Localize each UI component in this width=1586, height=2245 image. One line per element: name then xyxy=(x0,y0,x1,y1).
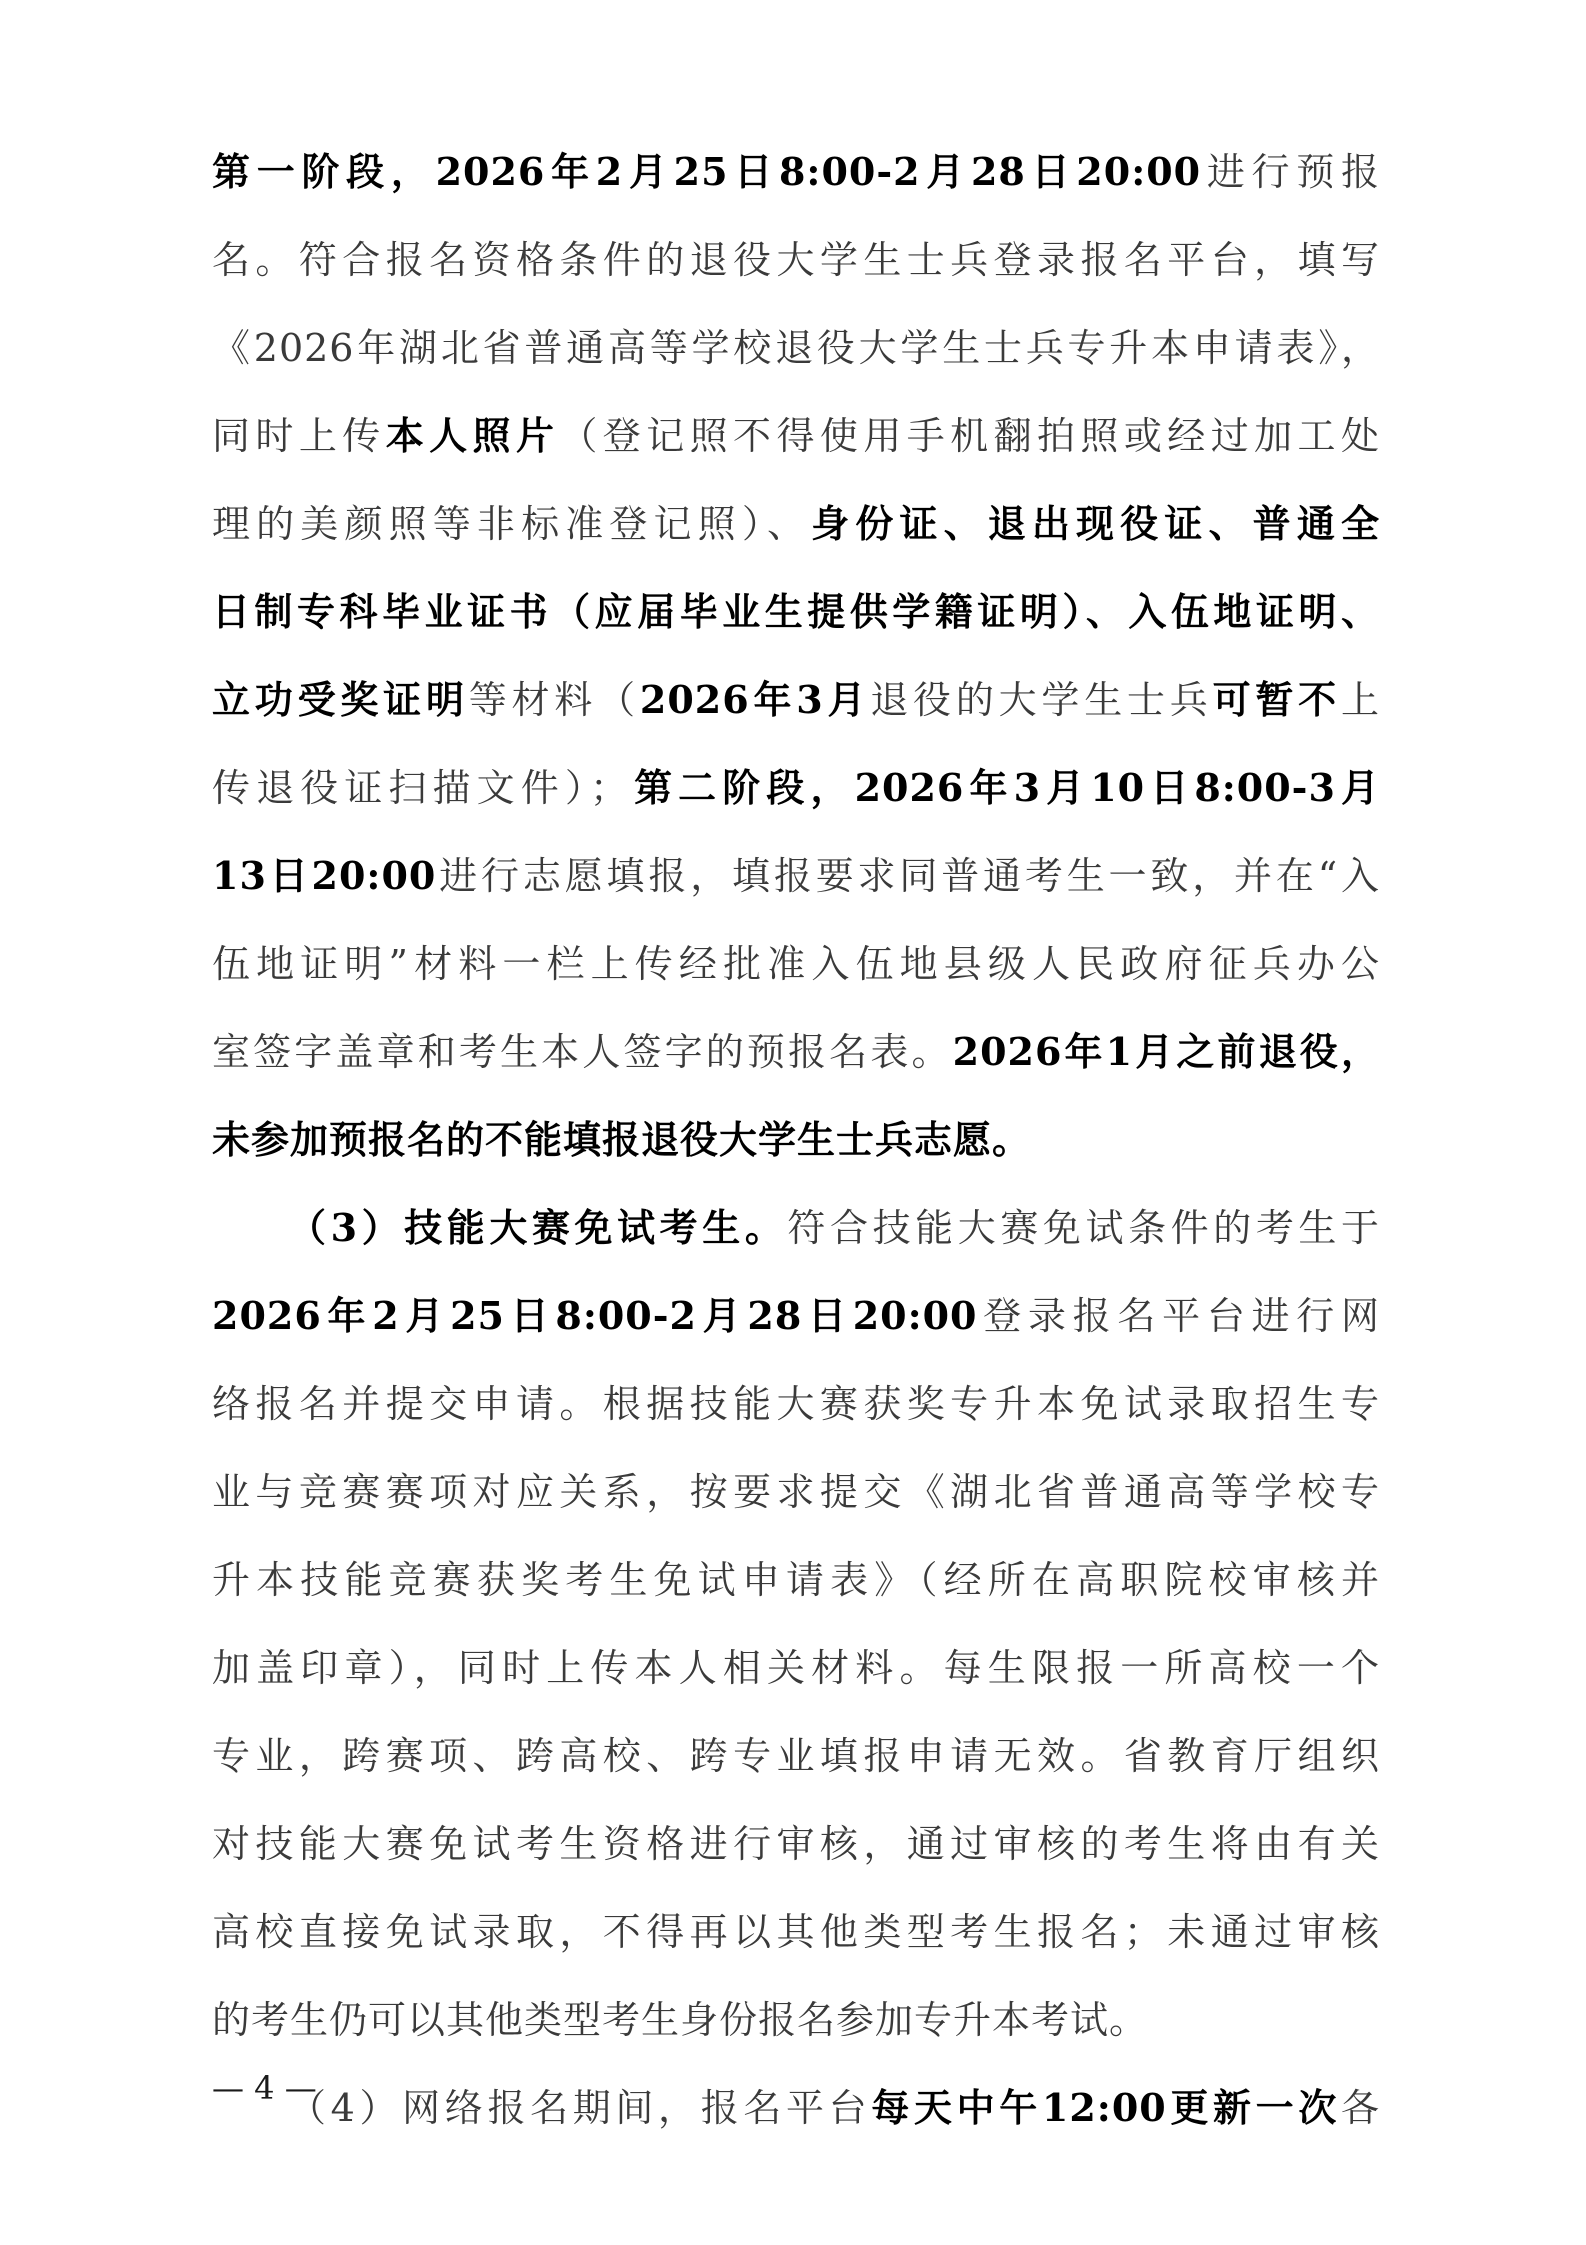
text-segment: 《2026年湖北省普通高等学校退役大学生士兵专升本申请表》， xyxy=(212,326,1380,370)
text-line xyxy=(212,216,1380,304)
text-line xyxy=(212,1008,1380,1096)
bold-text-segment: 13日20:00 xyxy=(212,853,437,898)
text-segment: 符合技能大赛免试条件的考生于 xyxy=(787,1206,1380,1250)
text-segment: 的考生仍可以其他类型考生身份报名参加专升本考试。 xyxy=(212,1998,1149,2042)
bold-text-segment: （3）技能大赛免试考生。 xyxy=(288,1205,788,1250)
bold-text-segment: 第二阶段，2026年3月10日8:00-3月 xyxy=(628,765,1380,810)
text-segment: 室签字盖章和考生本人签字的预报名表。 xyxy=(212,1030,953,1074)
text-line xyxy=(212,1624,1380,1712)
text-line xyxy=(212,304,1380,392)
text-segment: （登记照不得使用手机翻拍照或经过加工处 xyxy=(559,414,1380,458)
text-line xyxy=(212,1448,1380,1536)
bold-text-segment: 第一阶段，2026年2月25日8:00-2月28日20:00 xyxy=(212,149,1202,194)
text-line xyxy=(212,392,1380,480)
text-line xyxy=(212,1096,1380,1184)
bold-text-segment: 2026年2月25日8:00-2月28日20:00 xyxy=(212,1293,978,1338)
text-segment: 进行预报 xyxy=(1201,150,1380,194)
text-line xyxy=(212,2064,1380,2152)
text-line xyxy=(212,744,1380,832)
text-segment: 上 xyxy=(1340,678,1380,722)
text-segment: 传退役证扫描文件）； xyxy=(212,766,629,810)
text-line xyxy=(212,1184,1380,1272)
text-line xyxy=(212,568,1380,656)
text-line xyxy=(212,1360,1380,1448)
bold-text-segment: 2026年3月 xyxy=(639,677,871,722)
text-segment: 升本技能竞赛获奖考生免试申请表》（经所在高职院校审核并 xyxy=(212,1558,1380,1602)
bold-text-segment: 2026年1月之前退役， xyxy=(952,1029,1380,1074)
text-line xyxy=(212,480,1380,568)
text-segment: 专业，跨赛项、跨高校、跨专业填报申请无效。省教育厅组织 xyxy=(212,1734,1380,1778)
bold-text-segment: 日制专科毕业证书（应届毕业生提供学籍证明）、入伍地证明、 xyxy=(212,589,1380,634)
text-segment: 等材料（ xyxy=(468,678,640,722)
bold-text-segment: 可暂不 xyxy=(1212,677,1341,722)
text-line xyxy=(212,1888,1380,1976)
text-line xyxy=(212,1712,1380,1800)
bold-text-segment: 身份证、退出现役证、普通全 xyxy=(811,501,1380,546)
text-segment: 理的美颜照等非标准登记照）、 xyxy=(212,502,812,546)
bold-text-segment: 本人照片 xyxy=(385,413,560,458)
text-segment: 加盖印章），同时上传本人相关材料。每生限报一所高校一个 xyxy=(212,1646,1380,1690)
bold-text-segment: 每天中午12:00更新一次 xyxy=(871,2085,1341,2130)
text-line xyxy=(212,1272,1380,1360)
body-text xyxy=(212,128,1380,2152)
text-line xyxy=(212,1976,1380,2064)
text-segment: 名。符合报名资格条件的退役大学生士兵登录报名平台，填写 xyxy=(212,238,1380,282)
text-line xyxy=(212,1536,1380,1624)
page-number: — 4 — xyxy=(212,2069,317,2107)
text-segment: 伍地证明”材料一栏上传经批准入伍地县级人民政府征兵办公 xyxy=(212,942,1380,986)
text-segment: 对技能大赛免试考生资格进行审核，通过审核的考生将由有关 xyxy=(212,1822,1380,1866)
text-segment: （4）网络报名期间，报名平台 xyxy=(288,2086,872,2130)
text-line xyxy=(212,128,1380,216)
text-segment: 退役的大学生士兵 xyxy=(870,678,1213,722)
bold-text-segment: 立功受奖证明 xyxy=(212,677,469,722)
text-segment: 登录报名平台进行网 xyxy=(977,1294,1380,1338)
text-segment: 同时上传 xyxy=(212,414,386,458)
text-segment: 络报名并提交申请。根据技能大赛获奖专升本免试录取招生专 xyxy=(212,1382,1380,1426)
text-line xyxy=(212,1800,1380,1888)
text-segment: 业与竞赛赛项对应关系，按要求提交《湖北省普通高等学校专 xyxy=(212,1470,1380,1514)
text-segment: 进行志愿填报，填报要求同普通考生一致，并在“入 xyxy=(436,854,1380,898)
bold-text-segment: 未参加预报名的不能填报退役大学生士兵志愿。 xyxy=(212,1117,1032,1162)
text-line xyxy=(212,832,1380,920)
text-segment: 高校直接免试录取，不得再以其他类型考生报名；未通过审核 xyxy=(212,1910,1380,1954)
text-line xyxy=(212,920,1380,1008)
text-line xyxy=(212,656,1380,744)
text-segment: 各 xyxy=(1340,2086,1380,2130)
